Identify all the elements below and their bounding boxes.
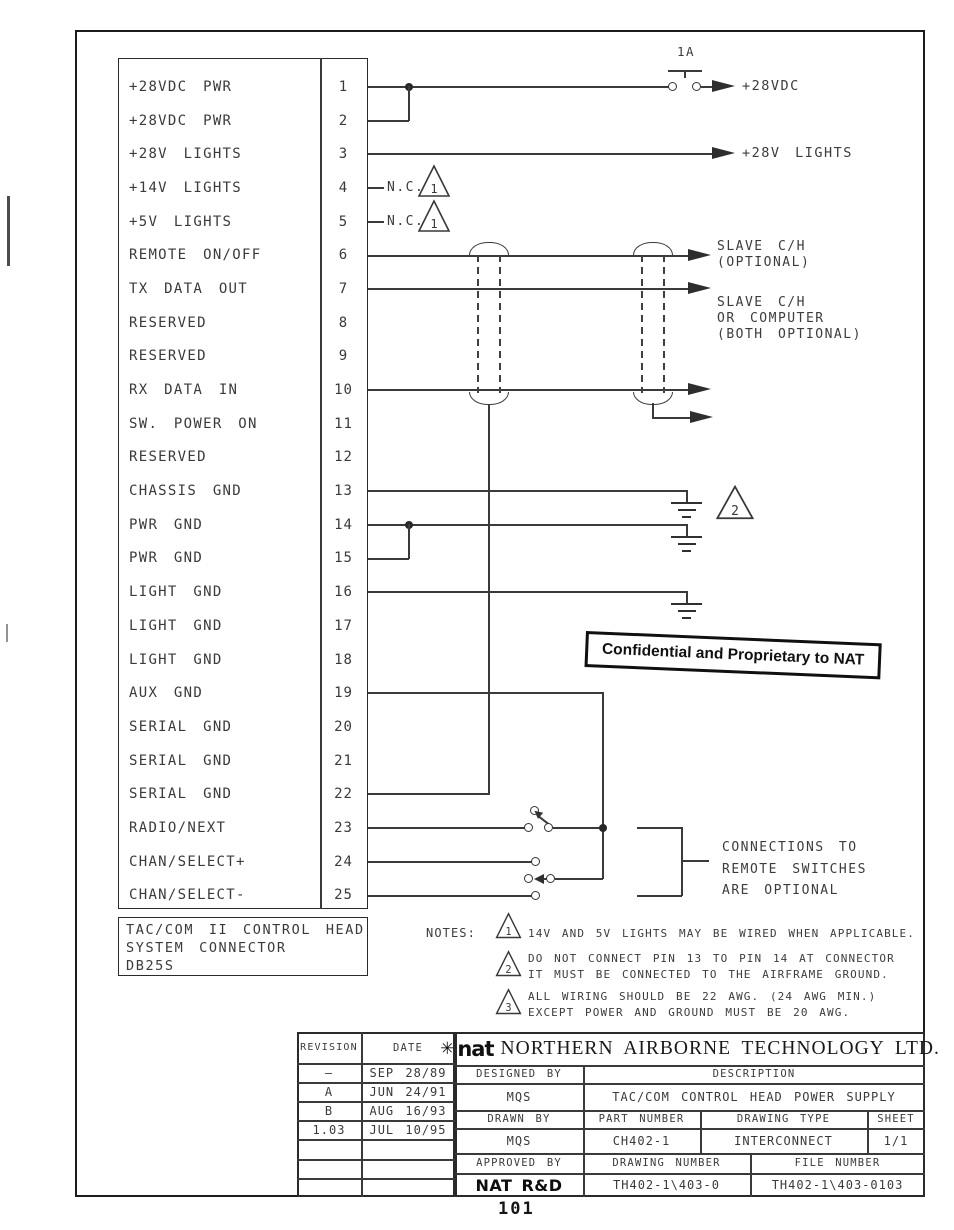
arrow-right-icon [688, 383, 711, 395]
connector-caption [118, 917, 368, 976]
svg-text:1: 1 [430, 217, 438, 231]
part-number-value: CH402-1 [612, 1133, 671, 1148]
bracket [637, 827, 682, 829]
designed-by-header: DESIGNED BY [476, 1068, 562, 1080]
page-number: 101 [498, 1199, 535, 1219]
output-28vdc-label: +28VDC [742, 78, 800, 94]
pin-number: 1 [338, 78, 349, 95]
wire-pin2-riser [408, 86, 410, 121]
pin-row [118, 238, 368, 272]
stamp-text: Confidential and Proprietary to NAT [601, 640, 865, 669]
pin-number: 17 [334, 617, 353, 634]
revision-cell: – [324, 1065, 334, 1080]
switch-contact-icon [544, 823, 553, 832]
date-cell: JUL 10/95 [369, 1122, 447, 1137]
wire-pin2 [368, 120, 409, 122]
pin-row [118, 441, 368, 475]
arrow-right-icon [690, 411, 713, 423]
pin-row [118, 104, 368, 138]
caption-line: TAC/COM II CONTROL HEAD [126, 922, 365, 938]
pin-row [118, 306, 368, 340]
pin-number: 11 [334, 415, 353, 432]
pin-number: 21 [334, 752, 353, 769]
pin-number: 9 [338, 348, 349, 365]
wire-pin7 [368, 288, 688, 290]
pin-name: LIGHT GND [129, 617, 223, 634]
arrow-right-icon [688, 249, 711, 261]
pin-row [118, 643, 368, 677]
shield-drain-wire [488, 404, 490, 794]
pin-number: 14 [334, 516, 353, 533]
pin-row [118, 373, 368, 407]
pin-name: +5V LIGHTS [129, 213, 233, 230]
caption-line: SYSTEM CONNECTOR [126, 940, 287, 956]
cable-conductor-icon [477, 255, 479, 393]
switch-contact-icon [524, 823, 533, 832]
pin-name: +28V LIGHTS [129, 146, 243, 163]
fuse-rating-label: 1A [677, 44, 696, 59]
note-1-triangle-icon [495, 911, 522, 941]
pin-row [118, 676, 368, 710]
wire-fuse-out [701, 86, 712, 88]
switch-contact-icon [531, 891, 540, 900]
pin-name: SW. POWER ON [129, 415, 258, 432]
wire-pin1 [368, 86, 672, 88]
nat-logo-text: nat [457, 1036, 494, 1061]
pin-row [118, 474, 368, 508]
pin-row [118, 744, 368, 778]
pin-number: 5 [338, 213, 349, 230]
pin-number: 10 [334, 382, 353, 399]
fuse-icon [684, 71, 686, 78]
ground-icon [671, 502, 702, 518]
switch-contact-icon [524, 874, 533, 883]
wire-pin19 [368, 692, 604, 694]
cable-conductor-icon [641, 255, 643, 393]
pin-name: SERIAL GND [129, 718, 233, 735]
wire-pin10 [368, 389, 688, 391]
label-line: (OPTIONAL) [717, 255, 811, 270]
pin-name: CHAN/SELECT- [129, 887, 246, 904]
remote-switch-note [722, 837, 867, 902]
arrow-right-icon [712, 80, 735, 92]
pin-row [118, 575, 368, 609]
pin-name: PWR GND [129, 516, 204, 533]
pin-name: SERIAL GND [129, 752, 233, 769]
sheet-value: 1/1 [883, 1133, 909, 1148]
svg-text:2: 2 [731, 503, 739, 519]
svg-text:1: 1 [505, 926, 512, 939]
pin-name: +28VDC PWR [129, 112, 233, 129]
pin-name: RADIO/NEXT [129, 819, 227, 836]
notes-label: NOTES: [426, 926, 476, 940]
label-line: REMOTE SWITCHES [722, 861, 867, 877]
shield-drain-wire [652, 417, 690, 419]
pin-name: +28VDC PWR [129, 78, 233, 95]
wire-pin23 [368, 827, 526, 829]
note-line1: DO NOT CONNECT PIN 13 TO PIN 14 AT CONNECTOR [528, 952, 895, 965]
pin-name: CHAN/SELECT+ [129, 853, 246, 870]
slave-ch-computer-label [717, 295, 862, 343]
pin-number: 4 [338, 179, 349, 196]
pin-number: 25 [334, 887, 353, 904]
wire-pin15 [368, 558, 409, 560]
wire-pin13 [368, 490, 688, 492]
fuse-terminal-icon [668, 82, 677, 91]
bracket [637, 895, 682, 897]
date-header: DATE [392, 1041, 424, 1054]
switch-contact-icon [531, 857, 540, 866]
revision-header: REVISION [300, 1042, 358, 1053]
junction-dot-icon [599, 824, 607, 832]
fuse-terminal-icon [692, 82, 701, 91]
note-text: 14V AND 5V LIGHTS MAY BE WIRED WHEN APPLICABLE. [528, 927, 915, 940]
wire-switch-bus [602, 692, 604, 879]
pin-name: PWR GND [129, 550, 204, 567]
note-2-triangle-icon [495, 949, 522, 979]
revision-cell: B [324, 1103, 334, 1118]
note-1-triangle-icon [417, 164, 451, 199]
part-number-header: PART NUMBER [598, 1113, 685, 1125]
sheet-header: SHEET [877, 1113, 915, 1125]
pin-name: CHASSIS GND [129, 483, 243, 500]
description-header: DESCRIPTION [712, 1068, 796, 1080]
wire-switch1-out [553, 827, 603, 829]
wire-pin15-riser [408, 524, 410, 559]
pin-number: 13 [334, 483, 353, 500]
pin-name: LIGHT GND [129, 584, 223, 601]
drawing-type-header: DRAWING TYPE [736, 1113, 831, 1125]
pin-row [118, 70, 368, 104]
output-28v-lights-label: +28V LIGHTS [742, 145, 853, 161]
label-line: CONNECTIONS TO [722, 840, 858, 855]
revision-table-line [297, 1159, 455, 1161]
pin-row [118, 205, 368, 239]
pin-table [118, 70, 368, 912]
pin-row [118, 879, 368, 913]
pin-row [118, 845, 368, 879]
pin-row [118, 272, 368, 306]
pin-name: RX DATA IN [129, 382, 239, 399]
switch-contact-icon [546, 874, 555, 883]
pin-number: 18 [334, 651, 353, 668]
approved-by-header: APPROVED BY [476, 1157, 562, 1169]
drawing-number-header: DRAWING NUMBER [612, 1157, 721, 1169]
date-cell: JUN 24/91 [369, 1084, 447, 1099]
file-number-value: TH402-1\403-0103 [771, 1178, 904, 1192]
caption-line: DB25S [126, 958, 175, 974]
note-3-triangle-icon [495, 987, 522, 1017]
label-line: SLAVE C/H [717, 295, 806, 310]
revision-cell: A [324, 1084, 334, 1099]
pin-row [118, 811, 368, 845]
wire-stub-pin5 [368, 221, 384, 223]
pin-row [118, 508, 368, 542]
cable-conductor-icon [663, 255, 665, 393]
nc-label: N.C. [387, 214, 425, 229]
note-line2: IT MUST BE CONNECTED TO THE AIRFRAME GROUND. [528, 968, 889, 981]
pin-row [118, 407, 368, 441]
wire-pin3 [368, 153, 712, 155]
wire-pin24 [368, 861, 532, 863]
note-line2: EXCEPT POWER AND GROUND MUST BE 20 AWG. [528, 1006, 851, 1019]
cable-conductor-icon [499, 255, 501, 393]
revision-cell: 1.03 [312, 1122, 346, 1137]
date-cell: AUG 16/93 [369, 1103, 447, 1118]
pin-number: 24 [334, 853, 353, 870]
pin-number: 7 [338, 280, 349, 297]
pin-number: 20 [334, 718, 353, 735]
pin-name: TX DATA OUT [129, 280, 249, 297]
label-line: (BOTH OPTIONAL) [717, 327, 862, 342]
drawn-by-header: DRAWN BY [487, 1113, 551, 1125]
pin-name: RESERVED [129, 449, 207, 466]
revision-table-line [297, 1139, 455, 1141]
pin-name: AUX GND [129, 685, 204, 702]
svg-text:2: 2 [505, 964, 512, 977]
company-header [440, 1034, 940, 1063]
label-line: OR COMPUTER [717, 311, 825, 326]
pin-name: LIGHT GND [129, 651, 223, 668]
drawing-type-value: INTERCONNECT [734, 1133, 833, 1148]
drawn-by-value: MQS [506, 1133, 532, 1148]
pin-row [118, 137, 368, 171]
company-name: NORTHERN AIRBORNE TECHNOLOGY LTD. [500, 1037, 940, 1059]
nc-label: N.C. [387, 180, 425, 195]
pin-number: 16 [334, 584, 353, 601]
svg-text:1: 1 [430, 182, 438, 196]
nat-logo-star-icon: ✳ [440, 1038, 455, 1059]
wire-pin14 [368, 524, 688, 526]
note-line1: ALL WIRING SHOULD BE 22 AWG. (24 AWG MIN.) [528, 990, 877, 1003]
note-text [528, 989, 876, 1021]
wire-pin22 [368, 793, 490, 795]
pin-number: 23 [334, 819, 353, 836]
pin-number: 2 [338, 112, 349, 129]
approved-by-value: NAT R&D [475, 1175, 563, 1195]
pin-name: RESERVED [129, 314, 207, 331]
pin-row [118, 710, 368, 744]
wire-stub-pin4 [368, 187, 384, 189]
pin-number: 19 [334, 685, 353, 702]
label-line: SLAVE C/H [717, 239, 806, 254]
note-1-triangle-icon [417, 199, 451, 234]
label-line: ARE OPTIONAL [722, 883, 839, 898]
pin-row [118, 171, 368, 205]
svg-text:3: 3 [505, 1002, 512, 1015]
pin-name: REMOTE ON/OFF [129, 247, 262, 264]
pin-number: 22 [334, 786, 353, 803]
drawing-number-value: TH402-1\403-0 [613, 1178, 720, 1192]
pin-row [118, 542, 368, 576]
file-number-header: FILE NUMBER [794, 1157, 881, 1169]
wire-pin25 [368, 895, 532, 897]
slave-ch-label [717, 239, 810, 271]
pin-number: 8 [338, 314, 349, 331]
pin-name: RESERVED [129, 348, 207, 365]
note-2-triangle-icon [715, 484, 755, 522]
pin-number: 3 [338, 146, 349, 163]
pin-number: 15 [334, 550, 353, 567]
pin-row [118, 609, 368, 643]
pin-number: 12 [334, 449, 353, 466]
note-text [528, 951, 895, 983]
pin-row [118, 777, 368, 811]
ground-icon [671, 536, 702, 552]
description-value: TAC/COM CONTROL HEAD POWER SUPPLY [612, 1089, 896, 1104]
ground-icon [671, 603, 702, 619]
pin-name: +14V LIGHTS [129, 179, 243, 196]
scan-artifact [6, 624, 8, 642]
bracket-pointer [682, 860, 709, 862]
arrow-right-icon [712, 147, 735, 159]
wire-pin6 [368, 255, 688, 257]
date-cell: SEP 28/89 [369, 1065, 447, 1080]
scan-artifact [7, 196, 10, 266]
designed-by-value: MQS [506, 1089, 532, 1104]
revision-table-line [297, 1178, 455, 1180]
pin-number: 6 [338, 247, 349, 264]
wire-pin16 [368, 591, 688, 593]
wire-switch2-out [555, 878, 603, 880]
arrow-right-icon [688, 282, 711, 294]
pin-name: SERIAL GND [129, 786, 233, 803]
pin-row [118, 340, 368, 374]
